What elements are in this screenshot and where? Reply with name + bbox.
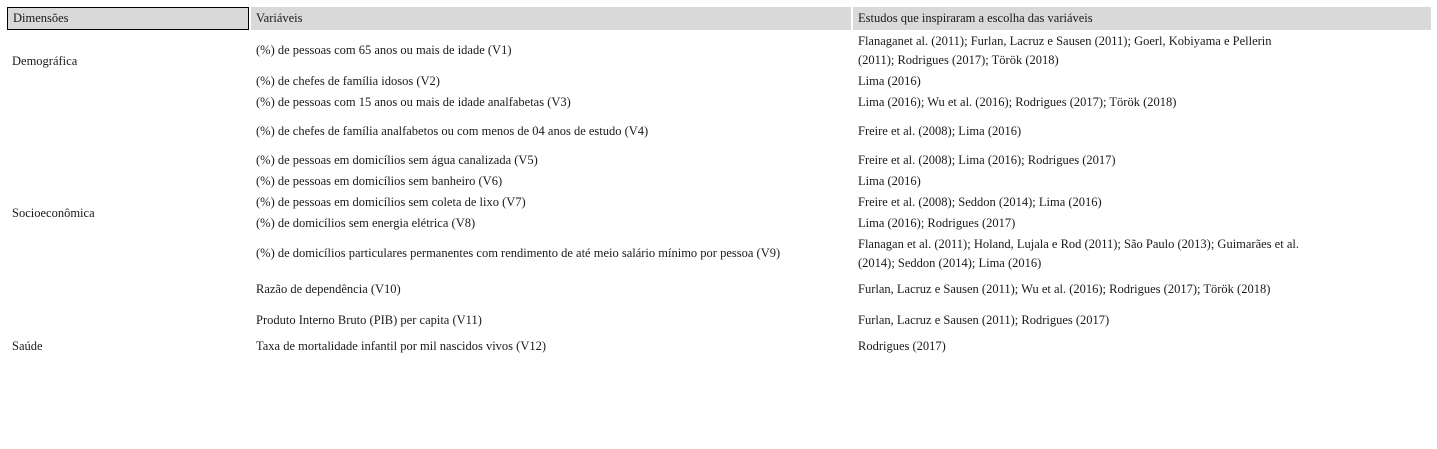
studies-v8: Lima (2016); Rodrigues (2017) [858, 216, 1016, 230]
variable-v2: (%) de chefes de família idosos (V2) [256, 74, 440, 88]
studies-v9 [858, 235, 1368, 273]
studies-v7: Freire et al. (2008); Seddon (2014); Lima (2016) [858, 195, 1102, 209]
header-dimensoes: Dimensões [7, 7, 249, 30]
variable-v1: (%) de pessoas com 65 anos ou mais de idade (V1) [256, 43, 512, 57]
dimension-saude: Saúde [12, 339, 43, 353]
variable-v11: Produto Interno Bruto (PIB) per capita (V11) [256, 313, 482, 327]
studies-v6: Lima (2016) [858, 174, 921, 188]
dimension-demografica: Demográfica [12, 54, 78, 68]
studies-v5: Freire et al. (2008); Lima (2016); Rodrigues (2017) [858, 153, 1116, 167]
studies-v1 [858, 32, 1368, 70]
studies-v3: Lima (2016); Wu et al. (2016); Rodrigues (2017); Török (2018) [858, 95, 1177, 109]
variable-v12: Taxa de mortalidade infantil por mil nascidos vivos (V12) [256, 339, 547, 353]
variable-v4: (%) de chefes de família analfabetos ou com menos de 04 anos de estudo (V4) [256, 124, 649, 138]
studies-v1-line2: (2011); Rodrigues (2017); Török (2018) [858, 53, 1059, 67]
variable-v5: (%) de pessoas em domicílios sem água canalizada (V5) [256, 153, 538, 167]
studies-v11: Furlan, Lacruz e Sausen (2011); Rodrigues (2017) [858, 313, 1110, 327]
studies-v1-line1: Flanaganet al. (2011); Furlan, Lacruz e Sausen (2011); Goerl, Kobiyama e Pellerin [858, 34, 1272, 48]
studies-v9-line1: Flanagan et al. (2011); Holand, Lujala e Rod (2011); São Paulo (2013); Guimarães et al. [858, 237, 1299, 251]
studies-v12: Rodrigues (2017) [858, 339, 946, 353]
studies-v2: Lima (2016) [858, 74, 921, 88]
variable-v10: Razão de dependência (V10) [256, 282, 401, 296]
variable-v6: (%) de pessoas em domicílios sem banheiro (V6) [256, 174, 503, 188]
studies-v10: Furlan, Lacruz e Sausen (2011); Wu et al. (2016); Rodrigues (2017); Török (2018) [858, 282, 1271, 296]
header-estudos: Estudos que inspiraram a escolha das variáveis [853, 7, 1431, 30]
variable-v3: (%) de pessoas com 15 anos ou mais de idade analfabetas (V3) [256, 95, 571, 109]
variable-v8: (%) de domicílios sem energia elétrica (V8) [256, 216, 476, 230]
dimension-socioeconomica: Socioeconômica [12, 206, 95, 220]
variable-v7: (%) de pessoas em domicílios sem coleta de lixo (V7) [256, 195, 526, 209]
variable-v9: (%) de domicílios particulares permanentes com rendimento de até meio salário mínimo por pessoa (V9) [256, 246, 781, 260]
header-variaveis: Variáveis [251, 7, 851, 30]
studies-v4: Freire et al. (2008); Lima (2016) [858, 124, 1022, 138]
studies-v9-line2: (2014); Seddon (2014); Lima (2016) [858, 256, 1042, 270]
